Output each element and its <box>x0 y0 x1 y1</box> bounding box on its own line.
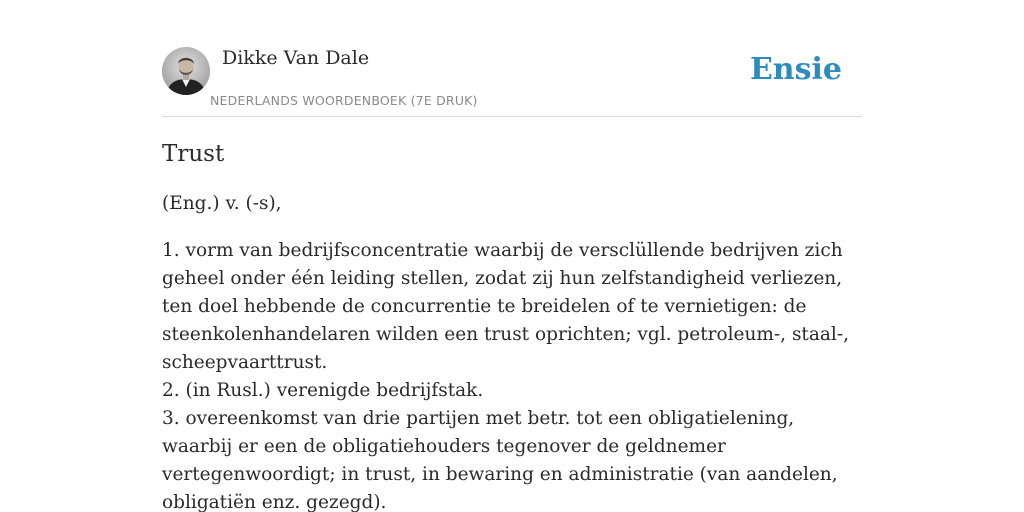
portrait-icon <box>162 47 210 95</box>
definition-list <box>162 237 862 512</box>
author-name[interactable]: Dikke Van Dale <box>222 47 370 69</box>
definition-item: 2. (in Rusl.) verenigde bedrijfstak. <box>162 380 484 401</box>
avatar[interactable] <box>162 47 210 95</box>
brand-logo-link[interactable]: Ensie <box>749 52 842 87</box>
header <box>162 46 862 117</box>
definition-item: 3. overeenkomst van drie partijen met betr. tot een obligatielening, waarbij er een de obligatiehouders tegenover de geldnemer vertegenwoordigt; in trust, in bewaring en administratie (van aandelen, obligatiën enz. gezegd). <box>162 408 838 512</box>
source-label[interactable]: NEDERLANDS WOORDENBOEK (7E DRUK) <box>210 93 478 108</box>
entry-grammar: (Eng.) v. (-s), <box>162 193 282 214</box>
definition-item: 1. vorm van bedrijfsconcentratie waarbij de versclüllende bedrijven zich geheel onder één leiding stellen, zodat zij hun zelfstandigheid verliezen, ten doel hebbende de concurrentie te breidelen of te vernietigen: de steenkolenhandelaren wilden een trust oprichten; vgl. petroleum-, staal-, scheepvaarttrust. <box>162 240 849 373</box>
entry-content <box>162 138 862 512</box>
entry-term: Trust <box>162 141 225 167</box>
